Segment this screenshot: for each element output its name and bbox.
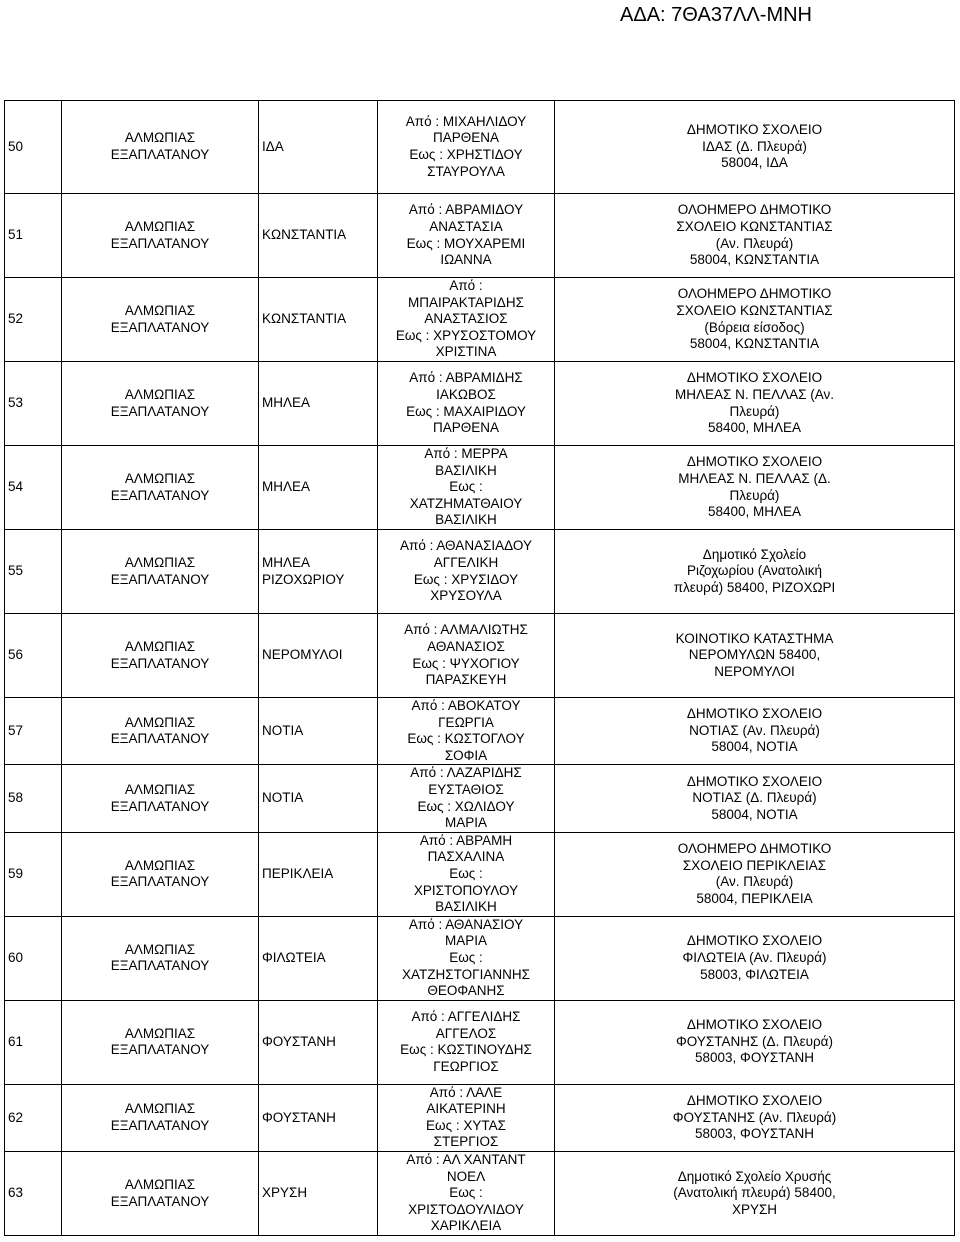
name-range-cell: Από : ΑΒΟΚΑΤΟΥ ΓΕΩΡΓΙΑ Εως : ΚΩΣΤΟΓΛΟΥ ΣΟΦΙΑ [378,698,555,765]
area-cell: ΦΟΥΣΤΑΝΗ [259,1084,378,1151]
polling-place-cell: ΟΛΟΗΜΕΡΟ ΔΗΜΟΤΙΚΟ ΣΧΟΛΕΙΟ ΠΕΡΙΚΛΕΙΑΣ (Αν. Πλευρά) 58004, ΠΕΡΙΚΛΕΙΑ [555,832,955,916]
area-cell: ΦΟΥΣΤΑΝΗ [259,1000,378,1084]
name-range-cell: Από : ΜΙΧΑΗΛΙΔΟΥ ΠΑΡΘΕΝΑ Εως : ΧΡΗΣΤΙΔΟΥ ΣΤΑΥΡΟΥΛΑ [378,101,555,194]
table-row [5,278,955,362]
row-number: 63 [5,1152,62,1236]
polling-place-cell: ΚΟΙΝΟΤΙΚΟ ΚΑΤΑΣΤΗΜΑ ΝΕΡΟΜΥΛΩΝ 58400, ΝΕΡΟΜΥΛΟΙ [555,614,955,698]
row-number: 56 [5,614,62,698]
region-cell: ΑΛΜΩΠΙΑΣ ΕΞΑΠΛΑΤΑΝΟΥ [62,101,259,194]
polling-place-cell: ΔΗΜΟΤΙΚΟ ΣΧΟΛΕΙΟ ΙΔΑΣ (Δ. Πλευρά) 58004, ΙΔΑ [555,101,955,194]
region-cell: ΑΛΜΩΠΙΑΣ ΕΞΑΠΛΑΤΑΝΟΥ [62,446,259,530]
name-range-cell: Από : ΜΠΑΙΡΑΚΤΑΡΙΔΗΣ ΑΝΑΣΤΑΣΙΟΣ Εως : ΧΡΥΣΟΣΤΟΜΟΥ ΧΡΙΣΤΙΝΑ [378,278,555,362]
name-range-cell: Από : ΑΛΜΑΛΙΩΤΗΣ ΑΘΑΝΑΣΙΟΣ Εως : ΨΥΧΟΓΙΟΥ ΠΑΡΑΣΚΕΥΗ [378,614,555,698]
area-cell: ΝΟΤΙΑ [259,698,378,765]
name-range-cell: Από : ΑΘΑΝΑΣΙΟΥ ΜΑΡΙΑ Εως : ΧΑΤΖΗΣΤΟΓΙΑΝΝΗΣ ΘΕΟΦΑΝΗΣ [378,916,555,1000]
row-number: 59 [5,832,62,916]
table-row [5,698,955,765]
row-number: 53 [5,362,62,446]
region-cell: ΑΛΜΩΠΙΑΣ ΕΞΑΠΛΑΤΑΝΟΥ [62,1152,259,1236]
area-cell: ΜΗΛΕΑ [259,446,378,530]
polling-place-cell: ΔΗΜΟΤΙΚΟ ΣΧΟΛΕΙΟ ΦΙΛΩΤΕΙΑ (Αν. Πλευρά) 58003, ΦΙΛΩΤΕΙΑ [555,916,955,1000]
polling-place-cell: ΔΗΜΟΤΙΚΟ ΣΧΟΛΕΙΟ ΝΟΤΙΑΣ (Δ. Πλευρά) 58004, ΝΟΤΙΑ [555,765,955,832]
polling-place-cell: ΔΗΜΟΤΙΚΟ ΣΧΟΛΕΙΟ ΜΗΛΕΑΣ Ν. ΠΕΛΛΑΣ (Δ. Πλευρά) 58400, ΜΗΛΕΑ [555,446,955,530]
table-row [5,101,955,194]
row-number: 61 [5,1000,62,1084]
area-cell: ΧΡΥΣΗ [259,1152,378,1236]
area-cell: ΠΕΡΙΚΛΕΙΑ [259,832,378,916]
table-row [5,765,955,832]
polling-place-cell: Δημοτικό Σχολείο Ριζοχωρίου (Ανατολική πλευρά) 58400, ΡΙΖΟΧΩΡΙ [555,530,955,614]
row-number: 51 [5,194,62,278]
name-range-cell: Από : ΑΒΡΑΜΙΔΗΣ ΙΑΚΩΒΟΣ Εως : ΜΑΧΑΙΡΙΔΟΥ ΠΑΡΘΕΝΑ [378,362,555,446]
area-cell: ΝΕΡΟΜΥΛΟΙ [259,614,378,698]
polling-place-cell: ΟΛΟΗΜΕΡΟ ΔΗΜΟΤΙΚΟ ΣΧΟΛΕΙΟ ΚΩΝΣΤΑΝΤΙΑΣ (Αν. Πλευρά) 58004, ΚΩΝΣΤΑΝΤΙΑ [555,194,955,278]
area-cell: ΚΩΝΣΤΑΝΤΙΑ [259,194,378,278]
area-cell: ΚΩΝΣΤΑΝΤΙΑ [259,278,378,362]
region-cell: ΑΛΜΩΠΙΑΣ ΕΞΑΠΛΑΤΑΝΟΥ [62,362,259,446]
table-row [5,194,955,278]
ada-code: ΑΔΑ: 7ΘΑ37ΛΛ-ΜΝΗ [620,4,812,26]
area-cell: ΜΗΛΕΑ [259,362,378,446]
page-header [0,0,960,36]
table-row [5,1152,955,1236]
region-cell: ΑΛΜΩΠΙΑΣ ΕΞΑΠΛΑΤΑΝΟΥ [62,1084,259,1151]
area-cell: ΜΗΛΕΑ ΡΙΖΟΧΩΡΙΟΥ [259,530,378,614]
region-cell: ΑΛΜΩΠΙΑΣ ΕΞΑΠΛΑΤΑΝΟΥ [62,278,259,362]
region-cell: ΑΛΜΩΠΙΑΣ ΕΞΑΠΛΑΤΑΝΟΥ [62,530,259,614]
name-range-cell: Από : ΛΑΛΕ ΑΙΚΑΤΕΡΙΝΗ Εως : ΧΥΤΑΣ ΣΤΕΡΓΙΟΣ [378,1084,555,1151]
table-row [5,530,955,614]
area-cell: ΙΔΑ [259,101,378,194]
table-body [5,101,955,1236]
row-number: 52 [5,278,62,362]
row-number: 60 [5,916,62,1000]
table-row [5,1000,955,1084]
region-cell: ΑΛΜΩΠΙΑΣ ΕΞΑΠΛΑΤΑΝΟΥ [62,614,259,698]
region-cell: ΑΛΜΩΠΙΑΣ ΕΞΑΠΛΑΤΑΝΟΥ [62,1000,259,1084]
polling-place-cell: ΔΗΜΟΤΙΚΟ ΣΧΟΛΕΙΟ ΝΟΤΙΑΣ (Αν. Πλευρά) 58004, ΝΟΤΙΑ [555,698,955,765]
row-number: 57 [5,698,62,765]
region-cell: ΑΛΜΩΠΙΑΣ ΕΞΑΠΛΑΤΑΝΟΥ [62,916,259,1000]
name-range-cell: Από : ΑΘΑΝΑΣΙΑΔΟΥ ΑΓΓΕΛΙΚΗ Εως : ΧΡΥΣΙΔΟΥ ΧΡΥΣΟΥΛΑ [378,530,555,614]
table-row [5,614,955,698]
name-range-cell: Από : ΑΒΡΑΜΗ ΠΑΣΧΑΛΙΝΑ Εως : ΧΡΙΣΤΟΠΟΥΛΟΥ ΒΑΣΙΛΙΚΗ [378,832,555,916]
table-row [5,446,955,530]
row-number: 50 [5,101,62,194]
area-cell: ΝΟΤΙΑ [259,765,378,832]
name-range-cell: Από : ΑΒΡΑΜΙΔΟΥ ΑΝΑΣΤΑΣΙΑ Εως : ΜΟΥΧΑΡΕΜΙ ΙΩΑΝΝΑ [378,194,555,278]
row-number: 55 [5,530,62,614]
name-range-cell: Από : ΑΓΓΕΛΙΔΗΣ ΑΓΓΕΛΟΣ Εως : ΚΩΣΤΙΝΟΥΔΗΣ ΓΕΩΡΓΙΟΣ [378,1000,555,1084]
row-number: 58 [5,765,62,832]
region-cell: ΑΛΜΩΠΙΑΣ ΕΞΑΠΛΑΤΑΝΟΥ [62,194,259,278]
row-number: 54 [5,446,62,530]
region-cell: ΑΛΜΩΠΙΑΣ ΕΞΑΠΛΑΤΑΝΟΥ [62,832,259,916]
polling-place-cell: ΔΗΜΟΤΙΚΟ ΣΧΟΛΕΙΟ ΦΟΥΣΤΑΝΗΣ (Δ. Πλευρά) 58003, ΦΟΥΣΤΑΝΗ [555,1000,955,1084]
polling-place-cell: Δημοτικό Σχολείο Χρυσής (Ανατολική πλευρά) 58400, ΧΡΥΣΗ [555,1152,955,1236]
polling-stations-table [4,100,955,1236]
polling-place-cell: ΔΗΜΟΤΙΚΟ ΣΧΟΛΕΙΟ ΦΟΥΣΤΑΝΗΣ (Αν. Πλευρά) 58003, ΦΟΥΣΤΑΝΗ [555,1084,955,1151]
region-cell: ΑΛΜΩΠΙΑΣ ΕΞΑΠΛΑΤΑΝΟΥ [62,765,259,832]
table-row [5,1084,955,1151]
name-range-cell: Από : ΜΕΡΡΑ ΒΑΣΙΛΙΚΗ Εως : ΧΑΤΖΗΜΑΤΘΑΙΟΥ ΒΑΣΙΛΙΚΗ [378,446,555,530]
table-row [5,916,955,1000]
region-cell: ΑΛΜΩΠΙΑΣ ΕΞΑΠΛΑΤΑΝΟΥ [62,698,259,765]
row-number: 62 [5,1084,62,1151]
name-range-cell: Από : ΑΛ ΧΑΝΤΑΝΤ ΝΟΕΛ Εως : ΧΡΙΣΤΟΔΟΥΛΙΔΟΥ ΧΑΡΙΚΛΕΙΑ [378,1152,555,1236]
name-range-cell: Από : ΛΑΖΑΡΙΔΗΣ ΕΥΣΤΑΘΙΟΣ Εως : ΧΩΛΙΔΟΥ ΜΑΡΙΑ [378,765,555,832]
table-row [5,832,955,916]
polling-place-cell: ΟΛΟΗΜΕΡΟ ΔΗΜΟΤΙΚΟ ΣΧΟΛΕΙΟ ΚΩΝΣΤΑΝΤΙΑΣ (Βόρεια είσοδος) 58004, ΚΩΝΣΤΑΝΤΙΑ [555,278,955,362]
table-row [5,362,955,446]
polling-place-cell: ΔΗΜΟΤΙΚΟ ΣΧΟΛΕΙΟ ΜΗΛΕΑΣ Ν. ΠΕΛΛΑΣ (Αν. Πλευρά) 58400, ΜΗΛΕΑ [555,362,955,446]
area-cell: ΦΙΛΩΤΕΙΑ [259,916,378,1000]
